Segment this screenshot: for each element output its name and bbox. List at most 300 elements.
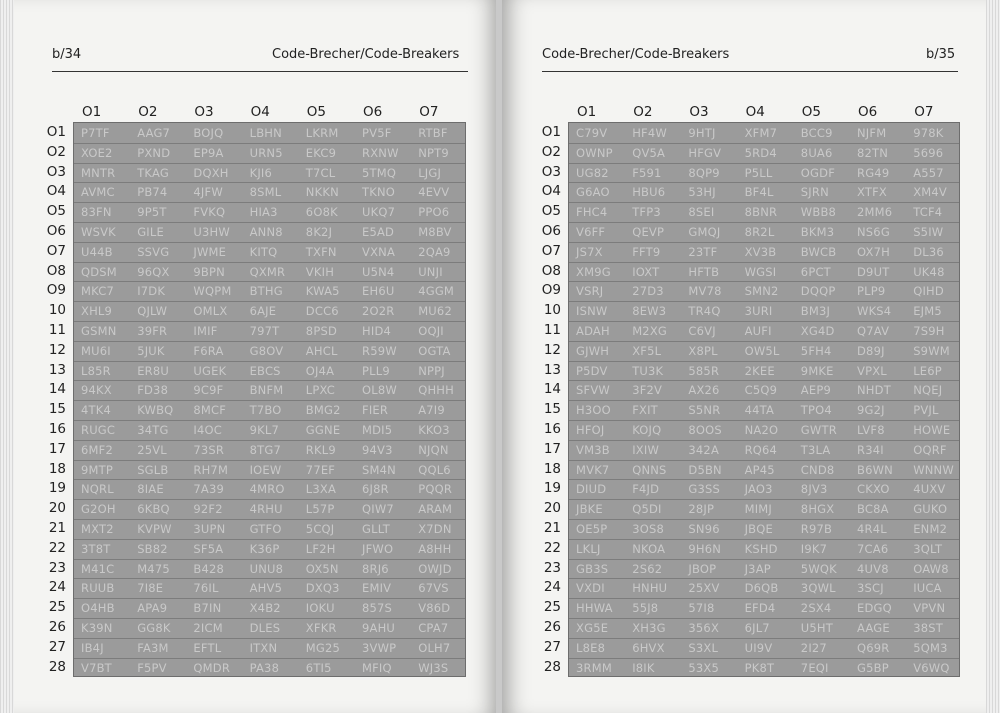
code-cell: VSRJ — [576, 284, 604, 299]
column-header: O4 — [250, 104, 270, 120]
code-cell: LE6P — [913, 363, 942, 378]
row-header: 11 — [48, 322, 66, 338]
code-cell: RUUB — [81, 581, 115, 596]
row-divider — [569, 460, 959, 461]
column-header: O4 — [745, 104, 765, 120]
code-cell: BM3J — [800, 304, 831, 319]
code-cell: ER8U — [137, 363, 169, 378]
row-header: 12 — [48, 341, 66, 358]
row-header: O9 — [541, 282, 561, 299]
code-cell: OJ4A — [305, 363, 335, 378]
row-header: 17 — [543, 440, 561, 457]
code-cell: C6VJ — [688, 324, 716, 338]
code-cell: 34TG — [137, 423, 169, 437]
code-cell: 7S9H — [913, 324, 945, 338]
code-cell: PB74 — [137, 185, 168, 200]
code-cell: OWJD — [418, 561, 452, 576]
code-cell: T7CL — [305, 165, 336, 180]
row-divider — [74, 281, 465, 282]
code-cell: S5IW — [913, 225, 944, 239]
code-cell: QMDR — [193, 660, 231, 675]
row-divider — [569, 321, 959, 322]
code-cell: ITXN — [249, 640, 278, 655]
code-cell: VPXL — [857, 363, 887, 378]
code-cell: NQRL — [81, 482, 114, 497]
code-cell: LBHN — [249, 126, 282, 140]
code-cell: QQL6 — [418, 462, 451, 477]
row-divider — [569, 658, 959, 659]
code-cell: 39FR — [137, 324, 168, 338]
code-cell: FXIT — [632, 403, 658, 418]
code-cell: 5TMQ — [362, 165, 397, 180]
code-cell: 6AJE — [249, 304, 277, 319]
code-cell: 4R4L — [857, 522, 887, 536]
right-page-title: Code-Brecher/Code-Breakers — [542, 47, 730, 62]
right-page-number: b/35 — [926, 47, 956, 62]
row-header: 21 — [543, 520, 561, 536]
code-cell: 8MCF — [193, 403, 227, 418]
code-cell: 7CA6 — [857, 541, 889, 556]
code-cell: V6FF — [576, 225, 606, 239]
row-divider — [74, 202, 465, 203]
row-divider — [569, 182, 959, 183]
code-cell: XHL9 — [81, 304, 113, 319]
code-cell: A7I9 — [418, 403, 445, 418]
code-cell: AP45 — [744, 462, 775, 477]
code-cell: KWBQ — [137, 403, 174, 418]
code-cell: TR4Q — [688, 304, 721, 319]
code-cell: KWA5 — [305, 284, 340, 299]
code-cell: R59W — [362, 343, 397, 358]
code-cell: D6QB — [744, 581, 779, 596]
code-cell: LPXC — [305, 383, 336, 398]
row-header: O4 — [46, 183, 66, 200]
code-cell: TKAG — [137, 165, 169, 180]
code-cell: LVF8 — [857, 423, 885, 437]
page-edge-left — [0, 0, 14, 713]
code-cell: AX26 — [688, 383, 720, 398]
code-cell: 28JP — [688, 502, 715, 517]
code-cell: 5CQJ — [305, 522, 335, 536]
code-cell: SGLB — [137, 462, 169, 477]
code-cell: 5JUK — [137, 343, 165, 358]
code-cell: MG25 — [305, 640, 341, 655]
code-cell: HFGV — [688, 145, 722, 160]
code-cell: JFWO — [362, 541, 394, 556]
code-cell: TU3K — [632, 363, 664, 378]
code-cell: L3XA — [305, 482, 337, 497]
code-cell: QV5A — [632, 145, 666, 160]
code-cell: FFT9 — [632, 244, 661, 259]
code-cell: RKL9 — [305, 442, 336, 457]
code-cell: MU6I — [81, 343, 111, 358]
code-cell: SF5A — [193, 541, 224, 556]
code-cell: 4TK4 — [81, 403, 111, 418]
code-cell: A8HH — [418, 541, 452, 556]
code-cell: OW5L — [744, 343, 780, 358]
left-page-title: Code-Brecher/Code-Breakers — [272, 47, 460, 62]
code-cell: UNU8 — [249, 561, 284, 576]
code-cell: L57P — [305, 502, 335, 517]
code-cell: BMG2 — [305, 403, 341, 418]
code-cell: OE5P — [576, 522, 608, 536]
code-cell: 5696 — [913, 145, 944, 160]
code-cell: BTHG — [249, 284, 283, 299]
code-cell: IUCA — [913, 581, 942, 596]
row-header: 26 — [48, 619, 66, 635]
code-cell: MIMJ — [744, 502, 773, 517]
code-cell: PK8T — [744, 660, 775, 675]
code-cell: AEP9 — [800, 383, 831, 398]
row-header: O8 — [541, 262, 561, 279]
code-cell: BF4L — [744, 185, 774, 200]
row-divider — [74, 420, 465, 421]
code-cell: MKC7 — [81, 284, 114, 299]
row-divider — [569, 598, 959, 599]
code-cell: P5DV — [576, 363, 608, 378]
code-cell: 3URI — [744, 304, 773, 319]
code-cell: K39N — [81, 621, 113, 635]
code-cell: BNFM — [249, 383, 284, 398]
code-cell: GSMN — [81, 324, 117, 338]
row-divider — [74, 539, 465, 540]
code-cell: GG8K — [137, 621, 171, 635]
code-cell: UK48 — [913, 264, 945, 279]
right-header-rule — [542, 71, 958, 72]
row-header: 28 — [48, 658, 66, 675]
code-cell: 6O8K — [305, 205, 338, 220]
code-cell: NA2O — [744, 423, 779, 437]
code-cell: 76IL — [193, 581, 219, 596]
code-cell: NS6G — [857, 225, 890, 239]
code-cell: VXDI — [576, 581, 605, 596]
code-cell: 5WQK — [800, 561, 837, 576]
code-cell: L85R — [81, 363, 111, 378]
code-cell: 53HJ — [688, 185, 716, 200]
code-cell: S3XL — [688, 640, 719, 655]
row-header: O1 — [46, 124, 66, 140]
row-header: O6 — [46, 223, 66, 239]
code-cell: S9WM — [913, 343, 950, 358]
code-cell: 77EF — [305, 462, 336, 477]
code-cell: G6AO — [576, 185, 610, 200]
code-cell: PA38 — [249, 660, 280, 675]
row-header: 16 — [48, 421, 66, 437]
code-cell: 4RHU — [249, 502, 283, 517]
code-cell: 8PSD — [305, 324, 338, 338]
code-cell: 585R — [688, 363, 720, 378]
row-divider — [569, 341, 959, 342]
code-cell: 23TF — [688, 244, 718, 259]
column-header: O7 — [419, 104, 439, 120]
left-header-rule — [52, 71, 468, 72]
code-cell: SJRN — [800, 185, 829, 200]
code-cell: 3UPN — [193, 522, 226, 536]
code-cell: NHDT — [857, 383, 891, 398]
code-cell: U5N4 — [362, 264, 395, 279]
row-divider — [569, 262, 959, 263]
code-cell: B6WN — [857, 462, 893, 477]
column-header: O1 — [82, 104, 102, 120]
code-cell: 6JL7 — [744, 621, 770, 635]
code-cell: 342A — [688, 442, 720, 457]
row-divider — [74, 578, 465, 579]
code-cell: KKO3 — [418, 423, 450, 437]
left-code-table — [73, 122, 466, 677]
row-header: 26 — [543, 619, 561, 635]
column-header: O5 — [306, 104, 327, 120]
row-header: 28 — [543, 658, 561, 675]
row-header: O8 — [46, 262, 66, 279]
code-cell: DQQP — [800, 284, 836, 299]
row-header: O6 — [541, 223, 561, 239]
code-cell: 3VWP — [362, 640, 397, 655]
row-divider — [569, 539, 959, 540]
code-cell: I7DK — [137, 284, 166, 299]
code-cell: X8PL — [688, 343, 718, 358]
code-cell: IOXT — [632, 264, 660, 279]
row-header: 20 — [543, 500, 561, 517]
row-header: O4 — [541, 183, 561, 200]
row-header: O3 — [46, 163, 66, 180]
code-cell: 4UV8 — [857, 561, 889, 576]
code-cell: OAW8 — [913, 561, 949, 576]
code-cell: ARAM — [418, 502, 453, 517]
code-cell: XFM7 — [744, 126, 778, 140]
code-cell: 2O2R — [362, 304, 395, 319]
code-cell: XTFX — [857, 185, 887, 200]
row-divider — [74, 301, 465, 302]
code-cell: J3AP — [744, 561, 771, 576]
code-cell: U44B — [81, 244, 113, 259]
code-cell: VKIH — [305, 264, 335, 279]
code-cell: 57I8 — [688, 601, 715, 616]
code-cell: I8IK — [632, 660, 655, 675]
row-header: 18 — [48, 460, 66, 477]
code-cell: 2QA9 — [418, 244, 451, 259]
code-cell: 8SEI — [688, 205, 715, 220]
code-cell: LKLJ — [576, 541, 601, 556]
code-cell: JS7X — [576, 244, 603, 259]
code-cell: PXND — [137, 145, 171, 160]
code-cell: AUFI — [744, 324, 772, 338]
code-cell: BC8A — [857, 502, 889, 517]
code-cell: NJQN — [418, 442, 449, 457]
row-divider — [74, 222, 465, 223]
code-cell: 53X5 — [688, 660, 720, 675]
code-cell: C79V — [576, 126, 608, 140]
row-divider — [569, 202, 959, 203]
row-header: 18 — [543, 460, 561, 477]
code-cell: 9G2J — [857, 403, 885, 418]
row-divider — [74, 460, 465, 461]
code-cell: GUKO — [913, 502, 948, 517]
code-cell: JBQE — [744, 522, 773, 536]
code-cell: 6J8R — [362, 482, 389, 497]
code-cell: 6HVX — [632, 640, 665, 655]
row-header: 24 — [48, 579, 66, 596]
code-cell: TPO4 — [800, 403, 832, 418]
code-cell: L8E8 — [576, 640, 606, 655]
code-cell: B428 — [193, 561, 225, 576]
row-header: 13 — [543, 361, 561, 378]
code-cell: IMIF — [193, 324, 218, 338]
code-cell: WQPM — [193, 284, 232, 299]
code-cell: NJFM — [857, 126, 887, 140]
row-divider — [74, 163, 465, 164]
code-cell: WJ3S — [418, 660, 449, 675]
code-cell: AAG7 — [137, 126, 171, 140]
code-cell: 44TA — [744, 403, 775, 418]
row-divider — [569, 519, 959, 520]
code-cell: IB4J — [81, 640, 104, 655]
row-divider — [74, 440, 465, 441]
row-header: 14 — [48, 381, 66, 398]
code-cell: U5HT — [800, 621, 834, 635]
column-header: O5 — [801, 104, 822, 120]
row-divider — [74, 262, 465, 263]
code-cell: EFTL — [193, 640, 222, 655]
code-cell: HFOJ — [576, 423, 605, 437]
code-cell: GILE — [137, 225, 164, 239]
code-cell: HHWA — [576, 601, 613, 616]
code-cell: K36P — [249, 541, 280, 556]
code-cell: OQJI — [418, 324, 444, 338]
row-header: O2 — [46, 143, 66, 160]
code-cell: QEVP — [632, 225, 665, 239]
code-cell: CND8 — [800, 462, 835, 477]
code-cell: 6PCT — [800, 264, 831, 279]
row-header: 23 — [48, 559, 66, 576]
code-cell: RTBF — [418, 126, 448, 140]
code-cell: MXT2 — [81, 522, 114, 536]
code-cell: F4JD — [632, 482, 660, 497]
code-cell: M41C — [81, 561, 115, 576]
code-cell: HBU6 — [632, 185, 666, 200]
code-cell: UNJI — [418, 264, 443, 279]
row-divider — [569, 440, 959, 441]
code-cell: KOJQ — [632, 423, 662, 437]
code-cell: 797T — [249, 324, 280, 338]
code-cell: 8BNR — [744, 205, 778, 220]
code-cell: OQRF — [913, 442, 947, 457]
code-cell: 92F2 — [193, 502, 223, 517]
code-cell: 4EVV — [418, 185, 450, 200]
code-cell: R34I — [857, 442, 884, 457]
code-cell: Q69R — [857, 640, 890, 655]
code-cell: FVKQ — [193, 205, 226, 220]
code-cell: OMLX — [193, 304, 228, 319]
code-cell: 356X — [688, 621, 720, 635]
code-cell: XF5L — [632, 343, 662, 358]
code-cell: WGSI — [744, 264, 777, 279]
row-header: O1 — [541, 124, 561, 140]
row-header: 12 — [543, 341, 561, 358]
code-cell: GJWH — [576, 343, 610, 358]
code-cell: RG49 — [857, 165, 890, 180]
code-cell: 9BPN — [193, 264, 225, 279]
row-divider — [74, 242, 465, 243]
code-cell: NPT9 — [418, 145, 449, 160]
row-divider — [569, 638, 959, 639]
code-cell: UG82 — [576, 165, 609, 180]
code-cell: OLH7 — [418, 640, 451, 655]
code-cell: 8K2J — [305, 225, 333, 239]
code-cell: U3HW — [193, 225, 230, 239]
row-divider — [74, 400, 465, 401]
code-cell: G5BP — [857, 660, 889, 675]
code-cell: BCC9 — [800, 126, 833, 140]
column-header: O2 — [138, 104, 158, 120]
row-divider — [74, 321, 465, 322]
code-cell: O4HB — [81, 601, 115, 616]
code-cell: DL36 — [913, 244, 944, 259]
code-cell: OX5N — [305, 561, 339, 576]
code-cell: 3SCJ — [857, 581, 884, 596]
row-header: 15 — [48, 401, 66, 418]
code-cell: PLL9 — [362, 363, 390, 378]
code-cell: URN5 — [249, 145, 283, 160]
code-cell: RQ64 — [744, 442, 778, 457]
code-cell: 3RMM — [576, 660, 612, 675]
row-header: O5 — [541, 203, 561, 220]
code-cell: 6MF2 — [81, 442, 113, 457]
row-header: 19 — [543, 480, 561, 497]
code-cell: RUGC — [81, 423, 116, 437]
code-cell: GGNE — [305, 423, 341, 437]
code-cell: 9H6N — [688, 541, 722, 556]
code-cell: 8OOS — [688, 423, 722, 437]
code-cell: DCC6 — [305, 304, 339, 319]
code-cell: 6TI5 — [305, 660, 332, 675]
code-cell: JAO3 — [744, 482, 773, 497]
right-page — [502, 0, 1000, 713]
code-cell: XM9G — [576, 264, 611, 279]
row-divider — [569, 420, 959, 421]
code-cell: T7BO — [249, 403, 282, 418]
code-cell: DLES — [249, 621, 281, 635]
code-cell: KVPW — [137, 522, 172, 536]
row-header: 17 — [48, 440, 66, 457]
code-cell: SM4N — [362, 462, 396, 477]
code-cell: QIHD — [913, 284, 944, 299]
code-cell: GTFO — [249, 522, 282, 536]
code-cell: TKNO — [362, 185, 396, 200]
column-header: O7 — [914, 104, 934, 120]
code-cell: PQQR — [418, 482, 453, 497]
code-cell: 7EQI — [800, 660, 829, 675]
code-cell: EMIV — [362, 581, 392, 596]
code-cell: HF4W — [632, 126, 667, 140]
code-cell: 2SX4 — [800, 601, 832, 616]
code-cell: PLP9 — [857, 284, 886, 299]
code-cell: SB82 — [137, 541, 168, 556]
code-cell: 4JFW — [193, 185, 223, 200]
row-header: 21 — [48, 520, 66, 536]
code-cell: APA9 — [137, 601, 168, 616]
code-cell: 3QWL — [800, 581, 836, 596]
code-cell: ANN8 — [249, 225, 283, 239]
code-cell: D89J — [857, 343, 885, 358]
row-divider — [569, 361, 959, 362]
code-cell: VPVN — [913, 601, 946, 616]
code-cell: HFTB — [688, 264, 720, 279]
row-divider — [74, 143, 465, 144]
code-cell: 7A39 — [193, 482, 225, 497]
code-cell: UI9V — [744, 640, 773, 655]
code-cell: XV3B — [744, 244, 777, 259]
code-cell: H3OO — [576, 403, 611, 418]
